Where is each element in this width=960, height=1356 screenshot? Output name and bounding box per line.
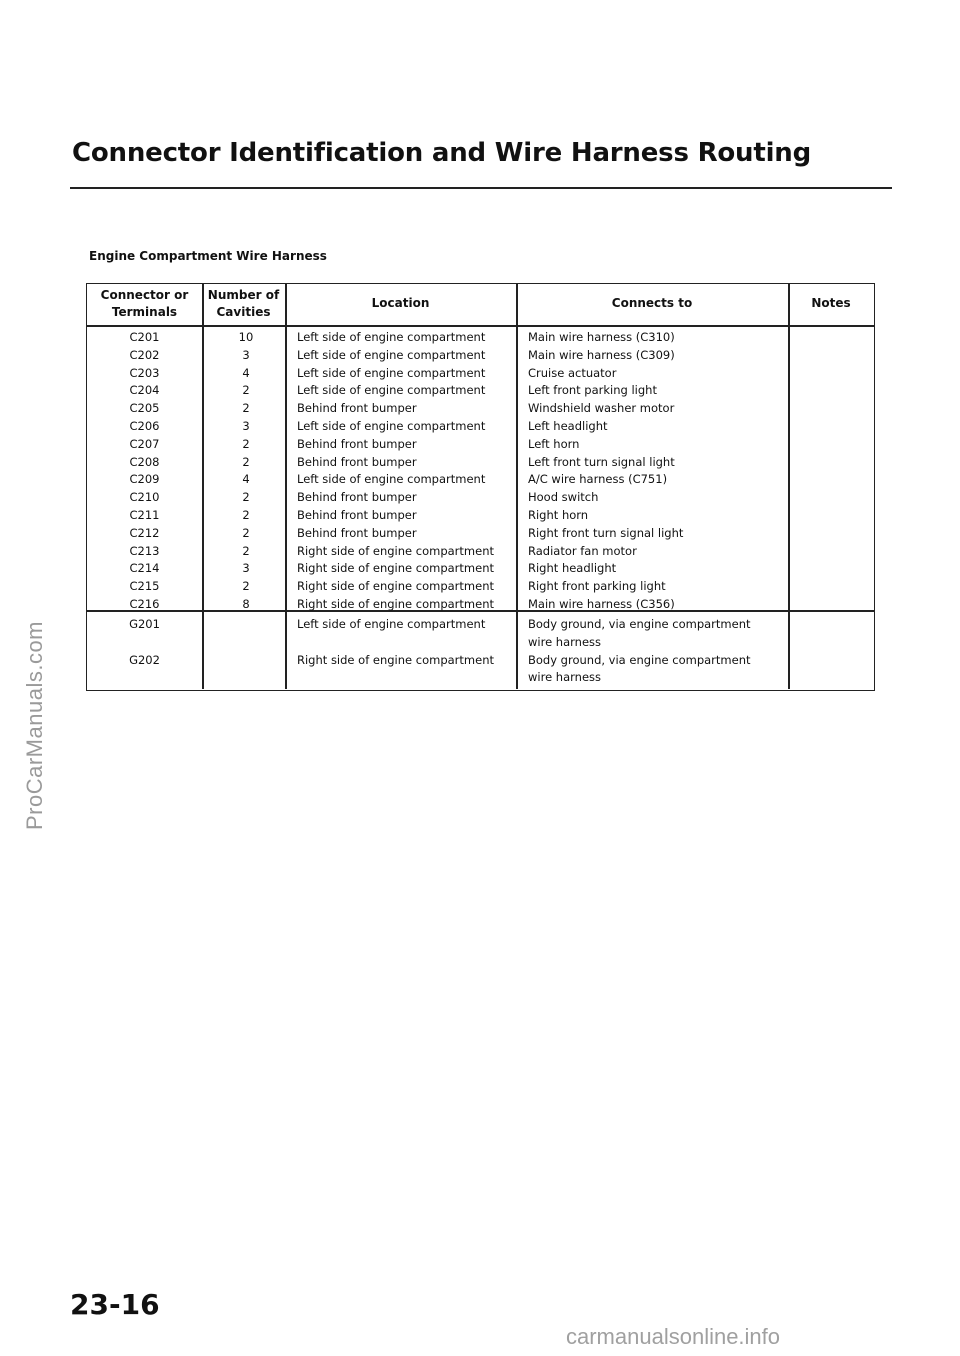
location-text: Left side of engine compartment [297,383,486,398]
column-cavities [211,329,281,614]
page-number: 23-16 [70,1288,160,1321]
connects-to-text: Windshield washer motor [528,401,675,416]
column-connects-to [528,329,683,614]
side-watermark: ProCarManuals.com [22,620,47,830]
location-text: Behind front bumper [297,401,417,416]
cavity-count: 2 [242,436,250,451]
connector-id: C213 [129,543,160,558]
location-text: Left side of engine compartment [297,330,486,344]
connects-to-text: Main wire harness (C356) [528,596,675,611]
location-text: Right side of engine compartment [297,543,494,558]
cavity-count: 2 [242,490,250,505]
connects-to-text: Cruise actuator [528,365,617,380]
connector-id: C215 [129,579,160,594]
connects-to-text: Left headlight [528,418,608,433]
connector-id: C209 [129,472,160,487]
location-text: Behind front bumper [297,525,417,540]
cavity-count: 4 [242,472,250,487]
header-cavities [202,287,285,321]
section-subtitle: Engine Compartment Wire Harness [89,249,327,263]
header-connects-to: Connects to [611,296,693,310]
connects-to-text: Right front turn signal light [528,525,684,540]
column-ground-connector [87,616,202,669]
ground-connects-line2: wire harness [528,670,602,685]
connects-to-text: Left front parking light [528,383,657,398]
connector-id: C210 [129,490,160,505]
cavity-count: 3 [242,418,250,433]
location-text: Left side of engine compartment [297,365,486,380]
cavity-count: 3 [242,347,250,362]
connects-to-text: A/C wire harness (C751) [528,472,668,487]
header-location: Location [371,296,430,310]
location-text: Right side of engine compartment [297,579,494,594]
header-connector-line1: Connector or [100,288,189,302]
col-divider-1 [202,284,204,689]
location-text: Behind front bumper [297,436,417,451]
col-divider-3 [516,284,518,689]
header-notes: Notes [811,296,851,310]
location-text: Left side of engine compartment [297,418,486,433]
column-connector [87,329,202,614]
connector-id: C212 [129,525,160,540]
connector-id: C207 [129,436,160,451]
ground-spacer [297,634,494,652]
connects-to-text: Right front parking light [528,579,666,594]
ground-location: Left side of engine compartment [297,617,486,631]
connector-id: C205 [129,401,160,416]
title-rule [70,187,892,189]
connects-to-text: Main wire harness (C309) [528,347,675,362]
ground-location: Right side of engine compartment [297,652,494,667]
cavity-count: 8 [242,596,250,611]
location-text: Left side of engine compartment [297,347,486,362]
location-text: Right side of engine compartment [297,561,494,576]
connector-id: C202 [129,347,160,362]
location-text: Left side of engine compartment [297,472,486,487]
cavity-count: 2 [242,401,250,416]
column-ground-location [297,616,494,669]
location-text: Right side of engine compartment [297,596,494,611]
connector-id: C211 [129,507,160,522]
connector-id: C203 [129,365,160,380]
cavity-count: 3 [242,561,250,576]
cavity-count: 4 [242,365,250,380]
connects-to-text: Right headlight [528,561,617,576]
connector-id: C208 [129,454,160,469]
header-connector [87,287,202,321]
bottom-watermark: carmanualsonline.info [566,1324,781,1349]
cavity-count: 10 [238,330,254,344]
ground-connects-line1: Body ground, via engine compartment [528,617,751,631]
cavity-count: 2 [242,579,250,594]
connector-id: C204 [129,383,160,398]
connects-to-text: Hood switch [528,490,599,505]
location-text: Behind front bumper [297,507,417,522]
connects-to-text: Right horn [528,507,589,522]
header-cavities-line1: Number of [207,288,280,302]
location-text: Behind front bumper [297,490,417,505]
location-text: Behind front bumper [297,454,417,469]
header-connector-line2: Terminals [111,305,178,319]
connector-id: C216 [129,596,160,611]
connects-to-text: Left front turn signal light [528,454,675,469]
connector-id: C201 [129,330,160,344]
cavity-count: 2 [242,525,250,540]
ground-connects-line2: wire harness [528,634,602,649]
col-divider-2 [285,284,287,689]
cavity-count: 2 [242,454,250,469]
ground-id: G201 [129,617,160,631]
connector-id: C214 [129,561,160,576]
column-ground-connects [528,616,751,687]
connects-to-text: Left horn [528,436,580,451]
cavity-count: 2 [242,383,250,398]
header-cavities-line2: Cavities [216,305,271,319]
ground-spacer [87,634,202,652]
ground-id: G202 [129,652,160,667]
connects-to-text: Main wire harness (C310) [528,330,675,344]
column-location [297,329,494,614]
header-divider [87,325,874,327]
page-title: Connector Identification and Wire Harness Routing [72,138,812,168]
connector-table [86,283,875,691]
ground-connects-line1: Body ground, via engine compartment [528,652,751,667]
cavity-count: 2 [242,507,250,522]
connector-id: C206 [129,418,160,433]
col-divider-4 [788,284,790,689]
cavity-count: 2 [242,543,250,558]
connects-to-text: Radiator fan motor [528,543,637,558]
